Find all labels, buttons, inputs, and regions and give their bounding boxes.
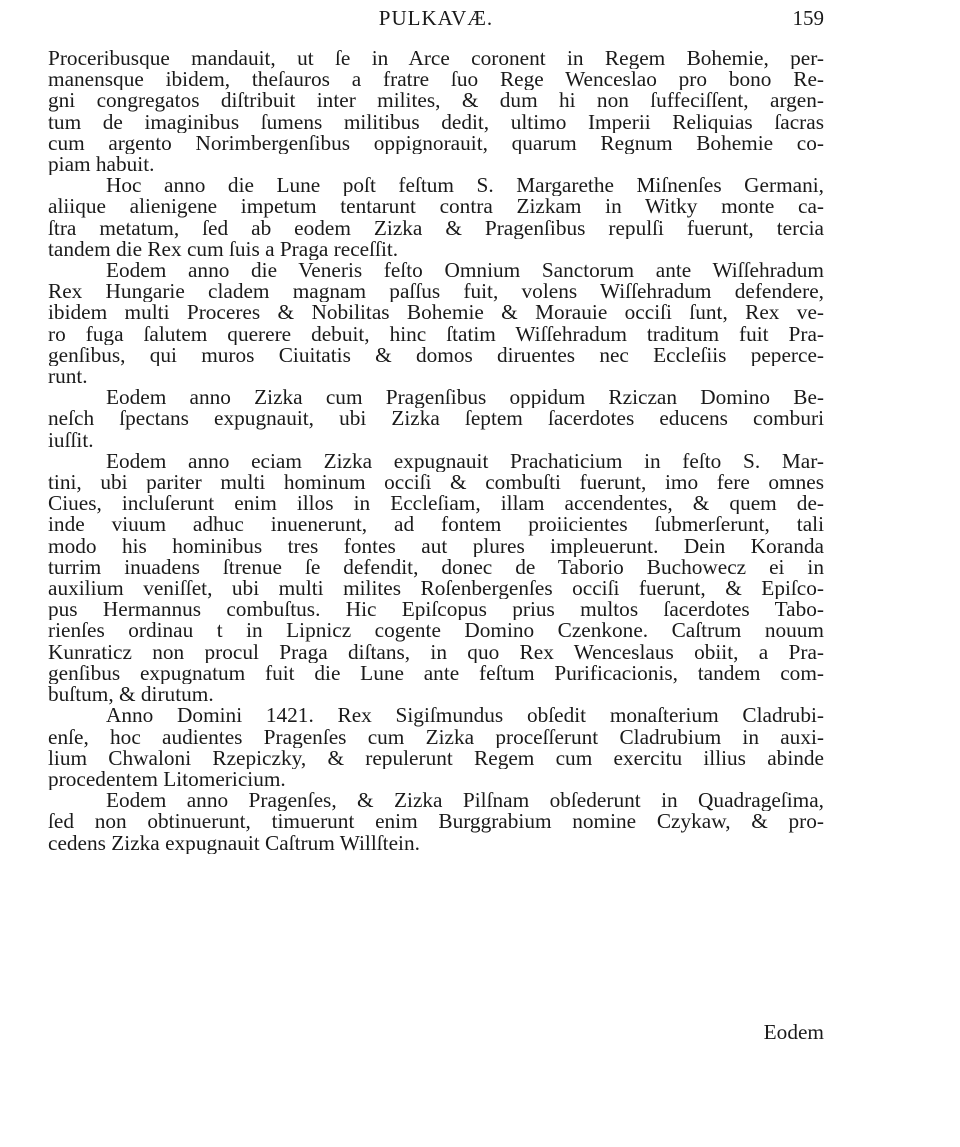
page-header (48, 4, 824, 34)
text-line: Ciues, incluſerunt enim illos in Eccleſiam, illam accendentes, & quem de- (48, 493, 824, 515)
text-line: tandem die Rex cum ſuis a Praga receſſit. (48, 238, 399, 261)
text-line: neſch ſpectans expugnauit, ubi Zizka ſeptem ſacerdotes educens comburi (48, 408, 824, 430)
paragraph (48, 451, 824, 705)
text-line: rienſes ordinau t in Lipnicz cogente Domino Czenkone. Caſtrum nouum (48, 620, 824, 642)
text-line: Eodem anno eciam Zizka expugnauit Prachaticium in feſto S. Mar- (106, 450, 824, 473)
running-head: PULKAVÆ. (378, 6, 494, 30)
text-line: ro fuga ſalutem querere debuit, hinc ſtatim Wiſſehradum traditum fuit Pra- (48, 323, 824, 345)
text-line: iuſſit. (48, 429, 94, 451)
text-line: ſed non obtinuerunt, timuerunt enim Burggrabium nomine Czykaw, & pro- (48, 811, 824, 833)
text-line: Hoc anno die Lune poſt feſtum S. Margarethe Miſnenſes Germani, (106, 175, 824, 197)
paragraph (48, 175, 824, 260)
text-line: Proceribusque mandauit, ut ſe in Arce coronent in Regem Bohemie, per- (48, 48, 824, 70)
body-text (48, 48, 824, 854)
text-line: pus Hermannus combuſtus. Hic Epiſcopus prius multos ſacerdotes Tabo- (48, 599, 824, 621)
text-line: piam habuit. (48, 154, 155, 176)
text-line: tum de imaginibus ſumens militibus dedit, ultimo Imperii Reliquias ſacras (48, 111, 824, 133)
text-line: ſtra metatum, ſed ab eodem Zizka & Pragenſibus repulſi fuerunt, tercia (48, 217, 824, 239)
text-line: genſibus, qui muros Ciuitatis & domos diruentes nec Eccleſiis peperce- (48, 344, 824, 367)
text-line: inde viuum adhuc inuenerunt, ad fontem proiicientes ſubmerſerunt, tali (48, 514, 824, 536)
text-line: Anno Domini 1421. Rex Sigiſmundus obſedit monaſterium Cladrubi- (106, 705, 824, 727)
text-line: procedentem Litomericium. (48, 768, 286, 791)
text-line: Eodem anno Zizka cum Pragenſibus oppidum Rziczan Domino Be- (106, 387, 824, 409)
text-line: Eodem anno Pragenſes, & Zizka Pilſnam obſederunt in Quadrageſima, (106, 790, 824, 812)
text-line: cedens Zizka expugnauit Caſtrum Willſtein. (48, 832, 420, 854)
text-line: runt. (48, 366, 88, 388)
page-number: 159 (792, 6, 824, 30)
text-line: lium Chwaloni Rzepiczky, & repulerunt Regem cum exercitu illius abinde (48, 747, 824, 769)
paragraph (48, 387, 824, 451)
text-line: gni congregatos diſtribuit inter milites, & dum hi non ſuffeciſſent, argen- (48, 90, 824, 112)
text-line: cum argento Norimbergenſibus oppignorauit, quarum Regnum Bohemie co- (48, 132, 824, 155)
text-line: buſtum, & dirutum. (48, 684, 214, 706)
text-line: tini, ubi pariter multi hominum occiſi & combuſti fuerunt, imo fere omnes (48, 472, 824, 494)
paragraph (48, 260, 824, 387)
paragraph (48, 790, 824, 854)
text-line: aliique alienigene impetum tentarunt contra Zizkam in Witky monte ca- (48, 196, 824, 218)
paragraph (48, 705, 824, 790)
text-line: Rex Hungarie cladem magnam paſſus fuit, volens Wiſſehradum defendere, (48, 281, 824, 303)
text-line: enſe, hoc audientes Pragenſes cum Zizka proceſſerunt Cladrubium in auxi- (48, 726, 824, 748)
paragraph (48, 48, 824, 175)
catchword: Eodem (763, 1020, 824, 1044)
text-line: Eodem anno die Veneris feſto Omnium Sanctorum ante Wiſſehradum (106, 260, 824, 282)
text-line: turrim inuadens ſtrenue ſe defendit, donec de Taborio Buchowecz ei in (48, 556, 824, 579)
text-line: auxilium veniſſet, ubi multi milites Roſenbergenſes occiſi fuerunt, & Epiſco- (48, 578, 824, 600)
text-line: genſibus expugnatum fuit die Lune ante feſtum Purificacionis, tandem com- (48, 662, 824, 685)
text-line: ibidem multi Proceres & Nobilitas Bohemie & Morauie occiſi ſunt, Rex ve- (48, 302, 824, 324)
text-line: modo his hominibus tres fontes aut plures impleuerunt. Dein Koranda (48, 535, 824, 557)
text-line: Kunraticz non procul Praga diſtans, in quo Rex Wenceslaus obiit, a Pra- (48, 641, 824, 663)
text-line: manensque ibidem, theſauros a fratre ſuo Rege Wenceslao pro bono Re- (48, 69, 824, 91)
